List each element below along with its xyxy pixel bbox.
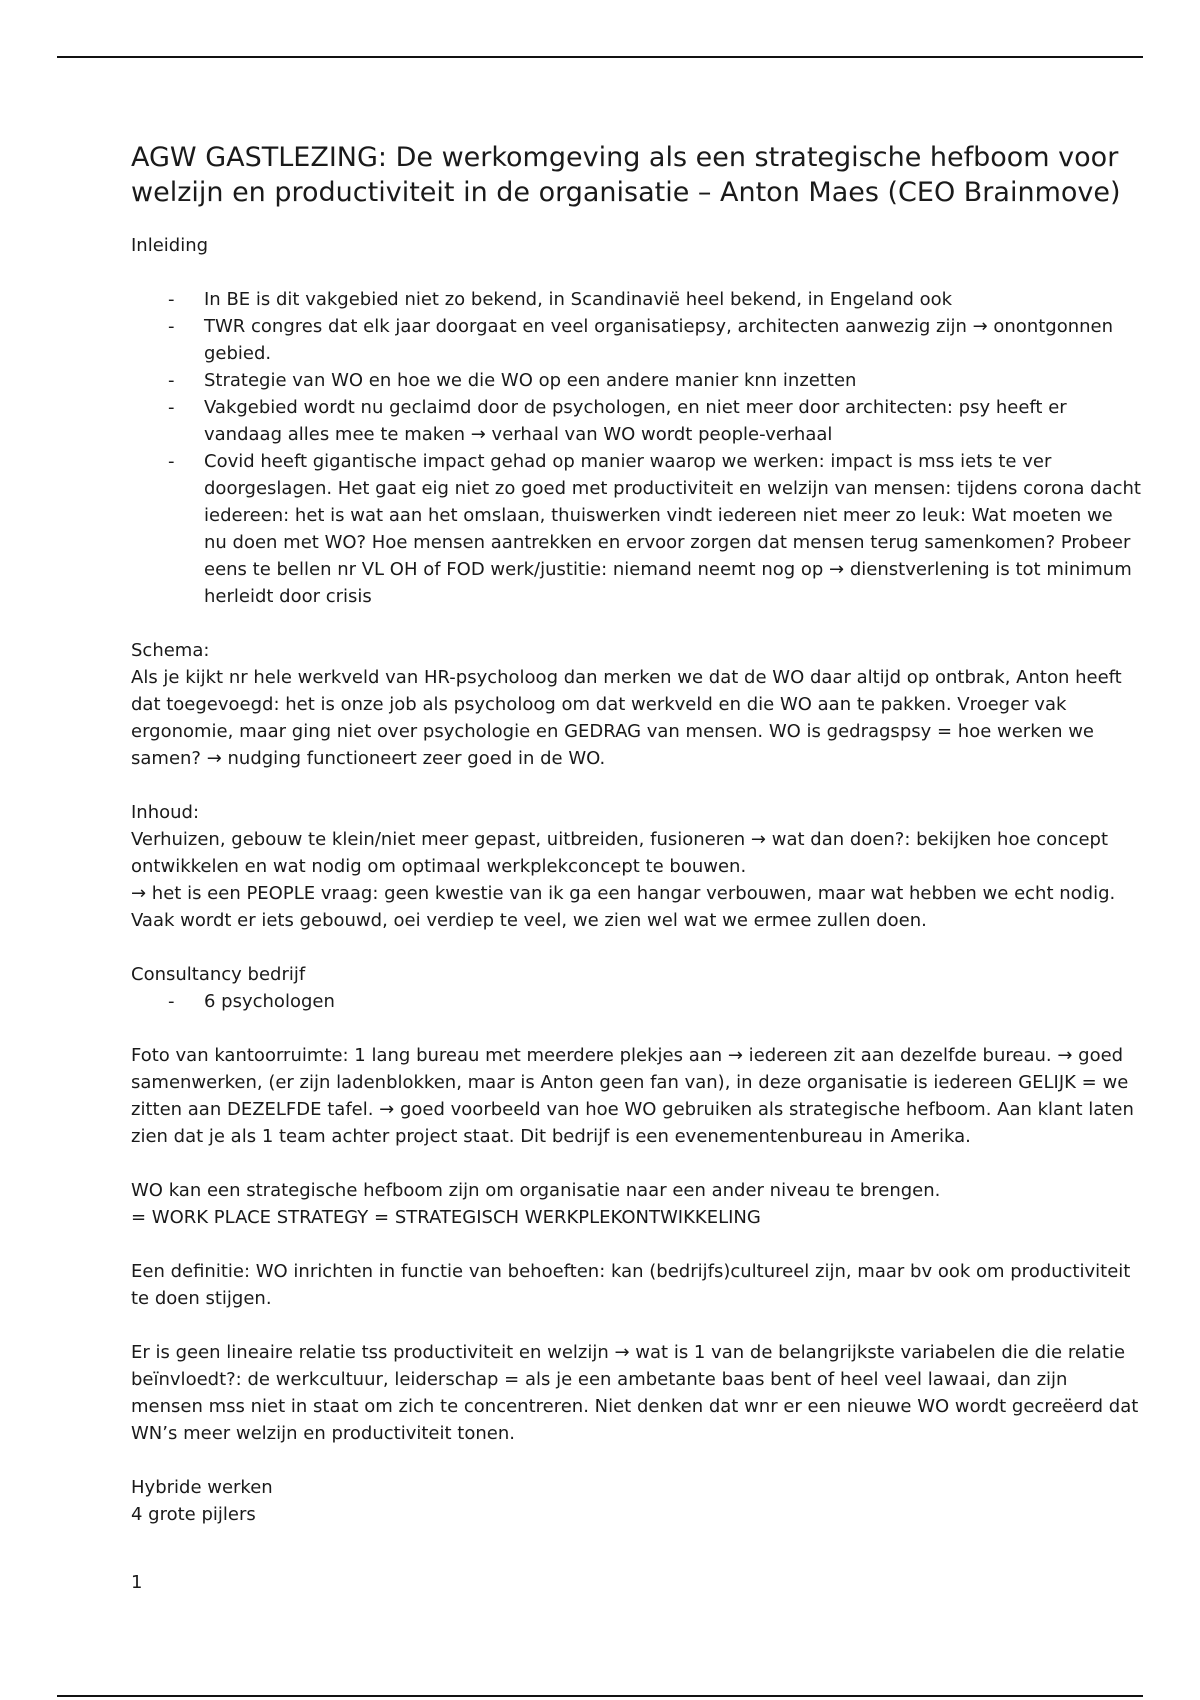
consultancy-bullet-list bbox=[131, 988, 1141, 1015]
section-heading-inleiding: Inleiding bbox=[131, 235, 209, 256]
section-heading-inhoud: Inhoud: bbox=[131, 802, 200, 823]
schema-paragraph: Als je kijkt nr hele werkveld van HR-psycholoog dan merken we dat de WO daar altijd op ontbrak, Anton heeft dat toegevoegd: het is onze job als psycholoog om dat werkveld en die WO aan te pakken. Vroeger vak ergonomie, maar ging niet over psychologie en GEDRAG van mensen. WO is gedragspsy = hoe werken we samen? → nudging functioneert zeer goed in de WO. bbox=[131, 667, 1122, 769]
section-heading-schema: Schema: bbox=[131, 640, 210, 661]
page-number: 1 bbox=[131, 1572, 143, 1593]
strategy-definition-line: = WORK PLACE STRATEGY = STRATEGISCH WERKPLEKONTWIKKELING bbox=[131, 1207, 761, 1228]
intro-bullet-list bbox=[131, 286, 1141, 610]
spacer bbox=[131, 1312, 1141, 1339]
spacer bbox=[131, 1015, 1141, 1042]
inhoud-paragraph-1: Verhuizen, gebouw te klein/niet meer gepast, uitbreiden, fusioneren → wat dan doen?: bekijken hoe concept ontwikkelen en wat nodig om optimaal werkplekconcept te bouwen. bbox=[131, 829, 1109, 877]
relatie-paragraph: Er is geen lineaire relatie tss productiviteit en welzijn → wat is 1 van de belangrijkste variabelen die die relatie beïnvloedt?: de werkcultuur, leiderschap = als je een ambetante baas bent of heel veel lawaai, dan zijn mensen mss niet in staat om zich te concentreren. Niet denken dat wnr er een nieuwe WO wordt gecreëerd dat WN’s meer welzijn en productiviteit tonen. bbox=[131, 1342, 1139, 1444]
section-heading-consultancy: Consultancy bedrijf bbox=[131, 964, 306, 985]
spacer bbox=[131, 610, 1141, 637]
spacer bbox=[131, 1447, 1141, 1474]
list-item: - 6 psychologen bbox=[131, 988, 1141, 1015]
spacer bbox=[131, 1150, 1141, 1177]
document-title: AGW GASTLEZING: De werkomgeving als een strategische hefboom voor welzijn en productiviteit in de organisatie – Anton Maes (CEO Brainmove) bbox=[131, 142, 1121, 208]
footer-rule bbox=[57, 1695, 1143, 1697]
hybride-paragraph: 4 grote pijlers bbox=[131, 1504, 256, 1525]
foto-paragraph: Foto van kantoorruimte: 1 lang bureau met meerdere plekjes aan → iedereen zit aan dezelfde bureau. → goed samenwerken, (er zijn ladenblokken, maar is Anton geen fan van), in deze organisatie is iedereen GELIJK = we zitten aan DEZELFDE tafel. → goed voorbeeld van hoe WO gebruiken als strategische hefboom. Aan klant laten zien dat je als 1 team achter project staat. Dit bedrijf is een evenementenbureau in Amerika. bbox=[131, 1045, 1134, 1147]
list-item: - In BE is dit vakgebied niet zo bekend, in Scandinavië heel bekend, in Engeland ook bbox=[131, 286, 1141, 313]
spacer bbox=[131, 259, 1141, 286]
list-item: - Strategie van WO en hoe we die WO op een andere manier knn inzetten bbox=[131, 367, 1141, 394]
spacer bbox=[131, 772, 1141, 799]
strategy-paragraph: WO kan een strategische hefboom zijn om organisatie naar een ander niveau te brengen. bbox=[131, 1180, 941, 1201]
list-item: - TWR congres dat elk jaar doorgaat en veel organisatiepsy, architecten aanwezig zijn → onontgonnen gebied. bbox=[131, 313, 1141, 367]
list-item: - Vakgebied wordt nu geclaimd door de psychologen, en niet meer door architecten: psy heeft er vandaag alles mee te maken → verhaal van WO wordt people-verhaal bbox=[131, 394, 1141, 448]
spacer bbox=[131, 934, 1141, 961]
header-rule bbox=[57, 56, 1143, 58]
inhoud-paragraph-2: → het is een PEOPLE vraag: geen kwestie van ik ga een hangar verbouwen, maar wat hebben we echt nodig. Vaak wordt er iets gebouwd, oei verdiep te veel, we zien wel wat we ermee zullen doen. bbox=[131, 883, 1116, 931]
list-item: - Covid heeft gigantische impact gehad op manier waarop we werken: impact is mss iets te ver doorgeslagen. Het gaat eig niet zo goed met productiviteit en welzijn van mensen: tijdens corona dacht iedereen: het is wat aan het omslaan, thuiswerken vindt iedereen niet meer zo leuk: Wat moeten we nu doen met WO? Hoe mensen aantrekken en ervoor zorgen dat mensen terug samenkomen? Probeer eens te bellen nr VL OH of FOD werk/justitie: niemand neemt nog op → dienstverlening is tot minimum herleidt door crisis bbox=[131, 448, 1141, 610]
spacer bbox=[131, 1231, 1141, 1258]
definitie-paragraph: Een definitie: WO inrichten in functie van behoeften: kan (bedrijfs)cultureel zijn, maar bv ook om productiviteit te doen stijgen. bbox=[131, 1261, 1131, 1309]
document-body bbox=[131, 140, 1141, 1528]
section-heading-hybride: Hybride werken bbox=[131, 1477, 273, 1498]
